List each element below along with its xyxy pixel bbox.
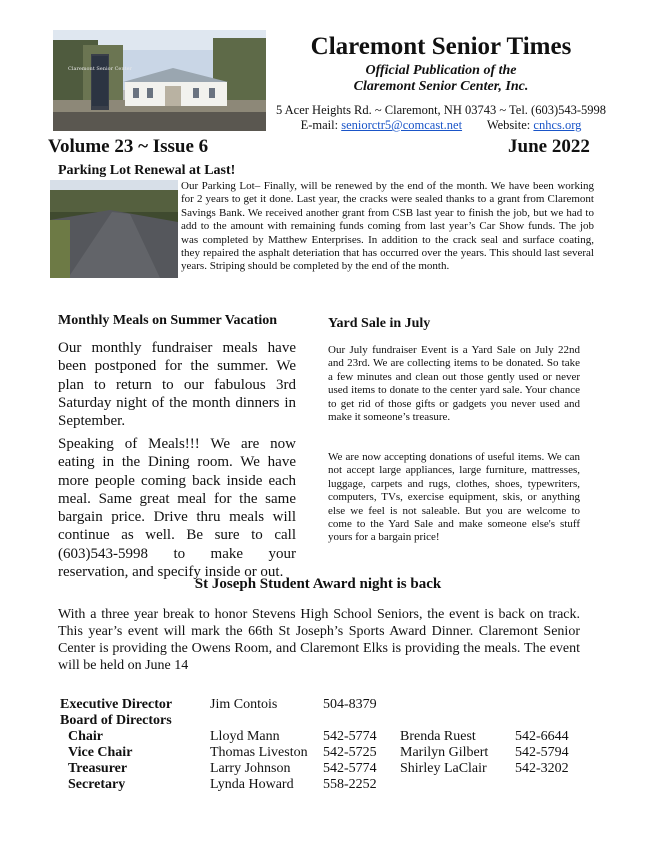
- member-name-2: Shirley LaClair: [400, 761, 487, 776]
- board-row: [60, 777, 569, 793]
- meals-heading: Monthly Meals on Summer Vacation: [58, 313, 278, 328]
- board-directory: [60, 697, 569, 793]
- email-link[interactable]: seniorctr5@comcast.net: [341, 118, 463, 132]
- yardsale-paragraph-2: We are now accepting donations of useful items. We can not accept large appliances, large furniture, mattresses, luggage, carpets and rugs, clothes, shoes, typewriters, computers, TVs, exercise equipment, skis, or anything else we feel is not saleable. But you are welcome to come to the Yard Sale and make someone else's stuff yours for a bargain price!: [328, 451, 580, 544]
- member-phone: 542-5725: [323, 745, 377, 760]
- role: Chair: [68, 729, 103, 744]
- member-name: Lloyd Mann: [210, 729, 280, 744]
- member-name: Larry Johnson: [210, 761, 291, 776]
- member-name: Lynda Howard: [210, 777, 294, 792]
- subtitle-line-2: Claremont Senior Center, Inc.: [353, 79, 529, 94]
- award-heading: St Joseph Student Award night is back: [194, 576, 442, 592]
- member-phone: 542-5774: [323, 729, 377, 744]
- yardsale-heading: Yard Sale in July: [328, 316, 431, 331]
- address-line: 5 Acer Heights Rd. ~ Claremont, NH 03743 ~ Tel. (603)543-5998: [275, 103, 607, 117]
- member-name-2: Brenda Ruest: [400, 729, 476, 744]
- member-phone-2: 542-3202: [515, 761, 569, 776]
- member-phone-2: 542-6644: [515, 729, 569, 744]
- yardsale-paragraph-1: Our July fundraiser Event is a Yard Sale on July 22nd and 23rd. We are collecting items to be donated. So take a few minutes and clean out those gently used or never used items to donate to the center yard sale. Your chance to get rid of those gifts or gadgets you never used and make it someone’s treasure.: [328, 344, 580, 424]
- member-name: Thomas Liveston: [210, 745, 308, 760]
- exec-phone: 504-8379: [323, 697, 377, 712]
- contact-line: [266, 118, 616, 133]
- member-phone-2: [515, 777, 569, 793]
- parking-heading: Parking Lot Renewal at Last!: [58, 163, 236, 178]
- member-phone: 558-2252: [323, 777, 377, 792]
- building-image: [53, 30, 266, 131]
- sign-text: Claremont Senior Center: [68, 66, 132, 72]
- website-link[interactable]: cnhcs.org: [533, 118, 582, 132]
- board-label: Board of Directors: [60, 713, 172, 728]
- meals-paragraph-1: Our monthly fundraiser meals have been postponed for the summer. We plan to return to our fabulous 3rd Saturday night of the month dinners in September.: [58, 340, 296, 430]
- website-label: Website:: [486, 118, 531, 132]
- member-phone: 542-5774: [323, 761, 377, 776]
- board-row: [60, 761, 569, 777]
- member-phone-2: 542-5794: [515, 745, 569, 760]
- exec-name: Jim Contois: [210, 697, 278, 712]
- exec-label: Executive Director: [60, 697, 173, 712]
- role: Treasurer: [68, 761, 128, 776]
- role: Vice Chair: [68, 745, 133, 760]
- board-label-row: [60, 713, 569, 729]
- member-name-2: [400, 777, 515, 793]
- board-row: [60, 745, 569, 761]
- issue-date: June 2022: [508, 136, 590, 157]
- email-label: E-mail:: [300, 118, 339, 132]
- parking-body: Our Parking Lot– Finally, will be renewed by the end of the month. We have been working for 2 years to get it done. Last year, the cracks were sealed thanks to a grant from Claremont Savings Bank. We received another grant from CSB last year to finish the job, but we had to add to the amount with remaining funds coming from last year’s Car Show funds. The job was completed by Matthew Enterprises. In addition to the crack seal and surface coating, they repaired the asphalt deteriation that has occurred over the years. This should last several years. Striping should be completed by the end of the month.: [181, 180, 594, 273]
- parking-lot-photo: [50, 180, 178, 278]
- parking-lot-image: [50, 180, 178, 278]
- award-body: With a three year break to honor Stevens High School Seniors, the event is back on track. This year’s event will mark the 66th St Joseph’s Sports Award Dinner. Claremont Senior Center is providing the Owens Room, and Claremont Elks is providing the meals. The event will be held on June 14: [58, 607, 580, 673]
- newsletter-title: Claremont Senior Times: [310, 33, 572, 60]
- meals-paragraph-2: Speaking of Meals!!! We are now eating in the Dining room. We have more people coming back inside each meal. Same great meal for the same bargain price. Drive thru meals will continue as well. Be sure to call (603)543-5998 to make your reservation, and specify inside or out.: [58, 436, 296, 581]
- senior-center-photo: [53, 30, 266, 131]
- volume-issue: Volume 23 ~ Issue 6: [48, 136, 209, 157]
- board-row: [60, 729, 569, 745]
- role: Secretary: [68, 777, 126, 792]
- subtitle-line-1: Official Publication of the: [365, 63, 517, 78]
- member-name-2: Marilyn Gilbert: [400, 745, 489, 760]
- exec-row: [60, 697, 569, 713]
